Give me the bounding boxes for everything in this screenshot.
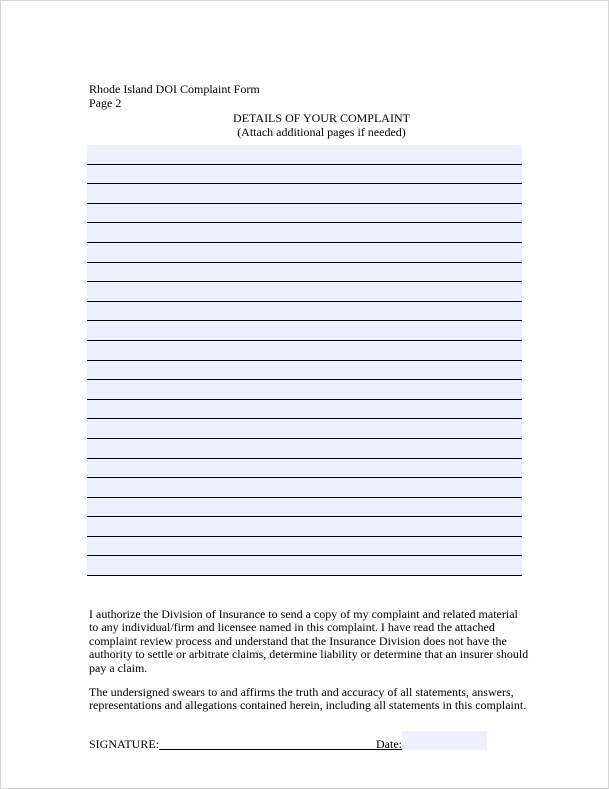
complaint-line[interactable] xyxy=(87,145,522,165)
affirmation-paragraph: The undersigned swears to and affirms the truth and accuracy of all statements, answers, representations and allegations contained herein, including all statements in this complaint. xyxy=(89,685,527,713)
section-title: DETAILS OF YOUR COMPLAINT xyxy=(233,111,410,125)
complaint-line[interactable] xyxy=(87,282,522,302)
complaint-line[interactable] xyxy=(87,361,522,381)
complaint-line[interactable] xyxy=(87,302,522,322)
section-heading xyxy=(0,111,609,139)
signature-label: SIGNATURE: xyxy=(89,737,160,751)
complaint-line[interactable] xyxy=(87,380,522,400)
form-title: Rhode Island DOI Complaint Form xyxy=(89,82,260,96)
complaint-line[interactable] xyxy=(87,263,522,283)
complaint-line[interactable] xyxy=(87,184,522,204)
authorization-paragraph: I authorize the Division of Insurance to send a copy of my complaint and related material to any individual/firm and licensee named in this complaint. I have read the attached complaint review process and understand that the Insurance Division does not have the authority to settle or arbitrate claims, determine liability or determine that an insurer should pay a claim. xyxy=(89,607,529,675)
complaint-line[interactable] xyxy=(87,400,522,420)
page-number: Page 2 xyxy=(89,96,122,110)
complaint-line[interactable] xyxy=(87,478,522,498)
complaint-line[interactable] xyxy=(87,419,522,439)
section-subtitle: (Attach additional pages if needed) xyxy=(237,125,406,139)
date-field[interactable] xyxy=(402,731,487,750)
complaint-line[interactable] xyxy=(87,459,522,479)
complaint-line[interactable] xyxy=(87,517,522,537)
complaint-line[interactable] xyxy=(87,243,522,263)
form-header xyxy=(89,82,260,110)
complaint-line[interactable] xyxy=(87,204,522,224)
complaint-line[interactable] xyxy=(87,537,522,557)
date-label: Date: xyxy=(376,737,402,751)
complaint-details-field[interactable] xyxy=(87,145,522,576)
complaint-line[interactable] xyxy=(87,223,522,243)
complaint-line[interactable] xyxy=(87,556,522,576)
complaint-line[interactable] xyxy=(87,439,522,459)
complaint-line[interactable] xyxy=(87,341,522,361)
complaint-line[interactable] xyxy=(87,165,522,185)
complaint-line[interactable] xyxy=(87,498,522,518)
complaint-line[interactable] xyxy=(87,321,522,341)
